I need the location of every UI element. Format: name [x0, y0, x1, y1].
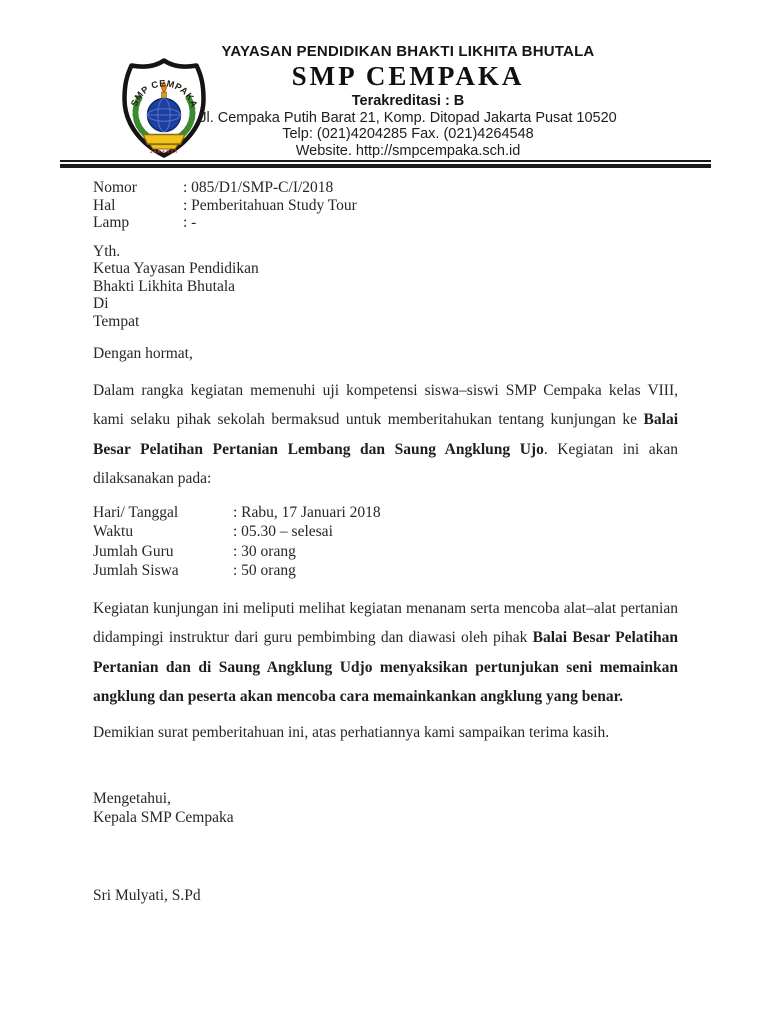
activity-bold-text: Balai Besar Pelatihan Pertanian dan di Saung Angklung Udjo menyaksikan pertunjukan seni memainkan angklung dan peserta akan mencoba cara memainkankan angklung yang benar.	[93, 629, 679, 705]
detail-row-tanggal	[93, 503, 678, 523]
closing-sentence: Demikian surat pemberitahuan ini, atas perhatiannya kami sampaikan terima kasih.	[93, 723, 610, 741]
detail-label: Waktu	[93, 523, 134, 540]
detail-label: Hari/ Tanggal	[93, 503, 179, 521]
phone-fax-line: Telp: (021)4204285 Fax. (021)4264548	[282, 126, 534, 143]
divider-thin-line	[60, 160, 711, 162]
meta-label: Hal	[93, 196, 116, 214]
signature-role-line: Kepala SMP Cempaka	[93, 809, 234, 826]
logo-arc-text: SMP CEMPAKA	[129, 78, 200, 110]
letterhead-divider	[60, 160, 711, 168]
paragraph-text: Dalam rangka kegiatan memenuhi uji kompetensi siswa–siswi SMP Cempaka kelas VIII, kami selaku pihak sekolah bermaksud untuk memberitahukan tentang kunjungan ke	[93, 381, 678, 428]
event-details-block	[93, 503, 678, 581]
destination-bold-text: Balai Besar Pelatihan Pertanian Lembang dan Saung Angklung Ujo	[93, 411, 678, 458]
signature-title-line: Mengetahui,	[93, 789, 171, 807]
detail-row-jumlah-siswa	[93, 561, 678, 581]
paragraph-activity-description	[93, 594, 678, 712]
recipient-line: Tempat	[93, 312, 140, 330]
detail-value: : 05.30 – selesai	[233, 523, 333, 540]
paragraph-text: Kegiatan kunjungan ini meliputi melihat kegiatan menanam serta mencoba alat–alat pertanian didampingi instruktur dari guru pembimbing dan diawasi oleh pihak	[93, 599, 678, 646]
logo-banner-text: JAKARTA	[149, 148, 179, 154]
detail-value: : 30 orang	[233, 542, 296, 560]
meta-value: : 085/D1/SMP-C/I/2018	[183, 179, 334, 196]
detail-label: Jumlah Guru	[93, 542, 174, 560]
detail-value: : Rabu, 17 Januari 2018	[233, 503, 381, 521]
accreditation-line: Terakreditasi : B	[351, 92, 465, 109]
signatory-name: Sri Mulyati, S.Pd	[93, 886, 201, 904]
recipient-line: Di	[93, 295, 109, 312]
meta-value: : Pemberitahuan Study Tour	[183, 196, 357, 214]
salutation: Dengan hormat,	[93, 345, 193, 362]
meta-label: Lamp	[93, 214, 130, 231]
letterhead	[0, 0, 768, 170]
recipient-line: Bhakti Likhita Bhutala	[93, 277, 236, 295]
detail-value: : 50 orang	[233, 562, 296, 579]
meta-value: : -	[183, 214, 197, 231]
organization-name: YAYASAN PENDIDIKAN BHAKTI LIKHITA BHUTALA	[221, 43, 595, 60]
paragraph-introduction	[93, 376, 678, 494]
meta-row-lamp	[93, 214, 678, 232]
letterhead-text	[96, 44, 720, 160]
detail-label: Jumlah Siswa	[93, 562, 179, 579]
address-line: Jl. Cempaka Putih Barat 21, Komp. Ditopad Jakarta Pusat 10520	[199, 109, 617, 126]
meta-label: Nomor	[93, 179, 137, 196]
recipient-block	[93, 243, 678, 331]
meta-row-nomor	[93, 179, 678, 197]
letter-body	[93, 179, 678, 905]
detail-row-jumlah-guru	[93, 542, 678, 562]
meta-row-hal	[93, 197, 678, 215]
school-name: SMP CEMPAKA	[291, 60, 525, 91]
recipient-line: Ketua Yayasan Pendidikan	[93, 260, 259, 277]
letter-meta-block	[93, 179, 678, 232]
detail-row-waktu	[93, 522, 678, 542]
paragraph-text: . Kegiatan ini akan dilaksanakan pada:	[93, 440, 678, 487]
signature-block	[93, 789, 678, 828]
recipient-line: Yth.	[93, 242, 121, 260]
website-line: Website. http://smpcempaka.sch.id	[295, 143, 521, 160]
divider-thick-line	[60, 164, 711, 168]
